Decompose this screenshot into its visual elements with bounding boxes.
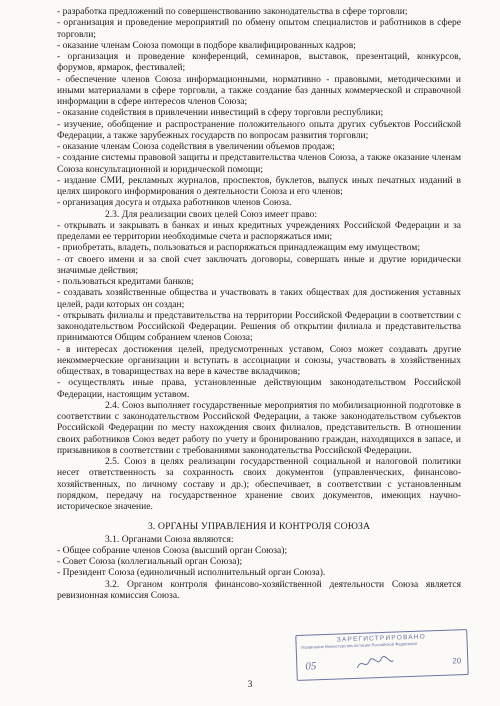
stamp-date-day: 05 (305, 660, 317, 673)
stamp-small-text: Управление Министерства юстиции Российской Федерации (300, 640, 418, 650)
list-item: - оказание членам Союза содействия в увеличении объемов продаж; (57, 141, 335, 152)
list-item: - пользоваться кредитами банков; (57, 276, 194, 287)
section-3-heading: 3. ОРГАНЫ УПРАВЛЕНИЯ И КОНТРОЛЯ СОЮЗА (147, 521, 371, 533)
intro-list (57, 6, 461, 209)
list-item: - осуществлять иные права, установленные действующим законодательством Российской Федерации, настоящим уставом. (57, 377, 461, 400)
list-item: - оказание содействия в привлечении инвестиций в сферу торговли республики; (57, 107, 384, 119)
page-number: 3 (247, 680, 253, 690)
list-item: - создавать хозяйственные общества и участвовать в таких обществах для достижения уставных целей, ради которых он создан; (57, 287, 461, 310)
list-item: - организация и проведение конференций, семинаров, выставок, презентаций, конкурсов, форумов, ярмарок, фестивалей; (57, 51, 461, 74)
list-item: - открывать и закрывать в банках и иных кредитных учреждениях Российской Федерации и за пределами ее территории необходимые счета и распоряжаться ими; (57, 219, 461, 242)
clause-2-3-list (57, 220, 461, 400)
list-item: - изучение, обобщение и распространение положительного опыта других субъектов Российской Федерации, а также зарубежных государств по вопросам развития торговли; (57, 118, 461, 141)
list-item: - создание системы правовой защиты и представительства членов Союза, а также оказание членам Союза консультационной и юридической помощи; (57, 152, 461, 175)
clause-2-3-title: 2.3. Для реализации своих целей Союз имеет право: (105, 208, 317, 220)
list-item: - организация досуга и отдыха работников членов Союза. (57, 197, 292, 209)
list-item: - открывать филиалы и представительства на территории Российской Федерации в соответствии с законодательством Российской Федерации. Решения об открытии филиала и представительства принимаются Общим собранием членов Союза; (57, 309, 461, 344)
clause-2-5: 2.5. Союз в целях реализации государственной социальной и налоговой политики несет ответственность за сохранность своих документов (управленческих, финансово-хозяйственных, по личному составу и др.); обеспечивает, в соответствии с установленным порядком, передачу на государственное хранение своих документов, имеющих научно-историческое значение. (57, 456, 461, 512)
list-item: - обеспечение членов Союза информационными, нормативно - правовыми, методическими и иными материалами в сфере торговли, а также создание баз данных коммерческой и справочной информации в сфере интересов членов Союза; (57, 73, 461, 107)
signature-icon (355, 655, 396, 672)
clause-3-1-list (57, 545, 461, 579)
list-item: - приобретать, владеть, пользоваться и распоряжаться принадлежащим ему имуществом; (57, 242, 420, 254)
clause-3-1-title: 3.1. Органами Союза являются: (105, 533, 234, 545)
list-item: - разработка предложений по совершенствованию законодательства в сфере торговли; (57, 6, 408, 17)
document-page (57, 6, 461, 601)
clause-3-2: 3.2. Органом контроля финансово-хозяйственной деятельности Союза является ревизионная комиссия Союза. (57, 578, 461, 601)
list-item: - издание СМИ, рекламных журналов, проспектов, буклетов, выпуск иных печатных изданий в целях широкого информирования о деятельности Союза и его членов; (57, 174, 461, 197)
list-item: - в интересах достижения целей, предусмотренных уставом, Союз может создавать другие некоммерческие организации и вступать в ассоциации и союзы, участвовать в хозяйственных обществах, в товариществах на вере в качестве вкладчиков; (57, 343, 461, 377)
stamp-date-year: 20 (452, 656, 462, 666)
list-item: - Общее собрание членов Союза (высший орган Союза); (57, 544, 288, 556)
list-item: - Президент Союза (единоличный исполнительный орган Союза). (57, 567, 326, 579)
list-item: - от своего имени и за свой счет заключать договоры, совершать иные и другие юридически значимые действия; (57, 253, 461, 276)
list-item: - организация и проведение мероприятий по обмену опытом специалистов и работников в сфере торговли; (57, 17, 461, 40)
registration-stamp (295, 629, 469, 681)
list-item: - оказание членам Союза помощи в подборе квалифицированных кадров; (57, 39, 356, 51)
clause-2-4: 2.4. Союз выполняет государственные мероприятия по мобилизационной подготовке в соответствии с законодательством Российской Федерации, а также законодательством субъектов Российской Федерации по месту нахождения своих филиалов, представительств. В отношении своих работников Союз ведет работу по учету и бронированию граждан, находящихся в запасе, и призывников в соответствии с требованиями законодательства Российской Федерации. (57, 399, 461, 456)
stamp-title: ЗАРЕГИСТРИРОВАНО (336, 633, 427, 644)
list-item: - Совет Союза (коллегиальный орган Союза); (57, 556, 243, 567)
